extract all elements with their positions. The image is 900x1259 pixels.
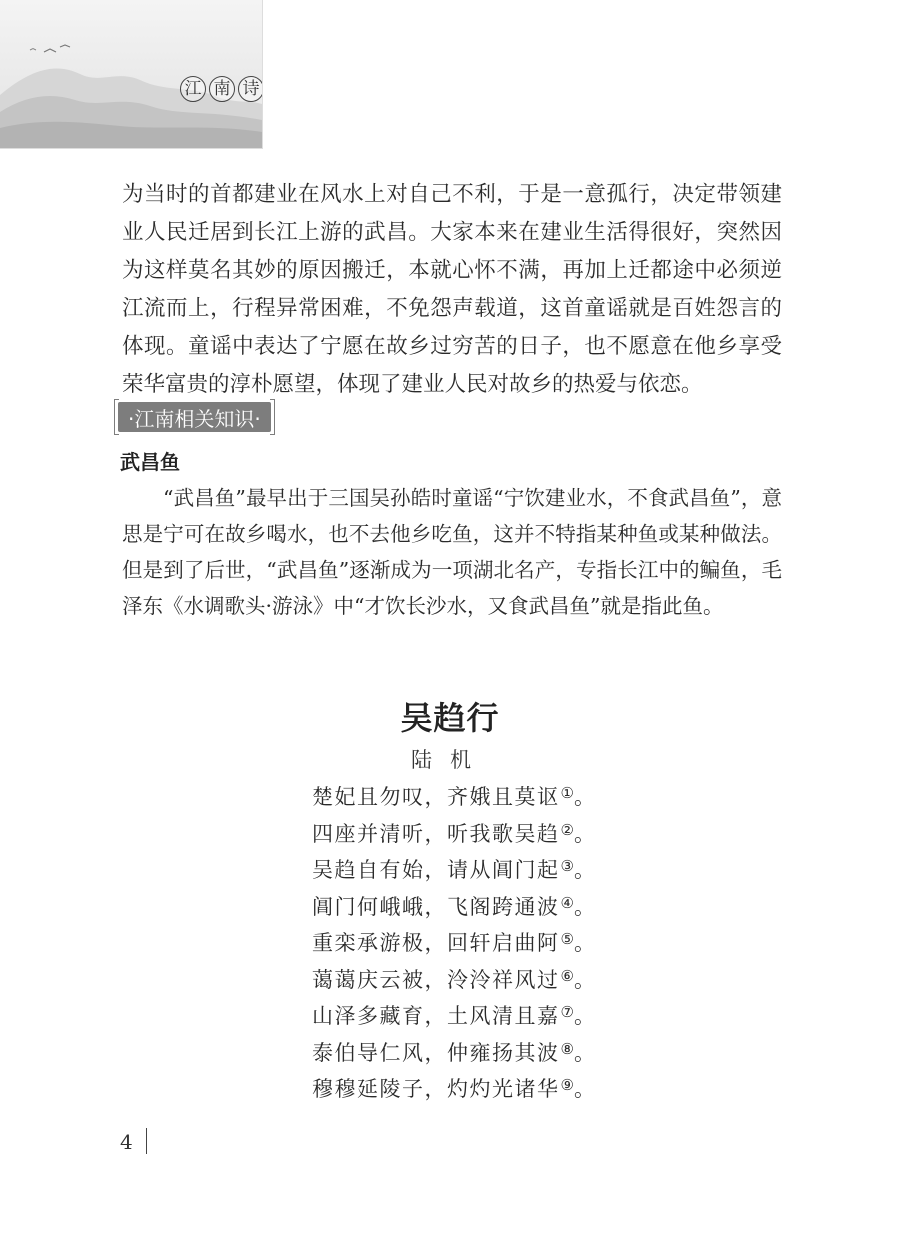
- footer-divider: [146, 1128, 147, 1154]
- footnote-marker: ⑦: [560, 1003, 574, 1021]
- poem-line: [312, 885, 595, 922]
- series-title-char: 南: [209, 76, 235, 102]
- footnote-marker: ①: [560, 784, 574, 802]
- poem-line-end: 。: [573, 1004, 595, 1028]
- series-title-char: 诗: [238, 76, 263, 102]
- poem-line: [312, 775, 595, 812]
- footnote-marker: ③: [560, 857, 574, 875]
- poem-title: 吴趋行: [400, 699, 500, 737]
- section-tag: ·江南相关知识·: [118, 402, 271, 432]
- page-number: 4: [120, 1130, 133, 1154]
- poem-line-end: 。: [573, 894, 595, 919]
- poem-line: [312, 921, 595, 958]
- footnote-marker: ⑤: [560, 930, 574, 948]
- poem-line-end: 。: [573, 821, 595, 846]
- poem-line-text: 泰伯导仁风，仲雍扬其波: [312, 1040, 560, 1065]
- poem-line-end: 。: [573, 785, 595, 809]
- header-banner: [0, 0, 263, 149]
- poem-lines: [312, 775, 595, 1104]
- poem-line-end: 。: [573, 858, 595, 882]
- poem-line-text: 山泽多藏育，土风清且嘉: [312, 1004, 560, 1028]
- knowledge-entry-title: 武昌鱼: [120, 450, 180, 474]
- poem-line: [312, 848, 595, 885]
- poem-line-text: 重栾承游极，回轩启曲阿: [312, 931, 560, 955]
- footnote-marker: ④: [560, 893, 574, 912]
- poem-line-end: 。: [573, 967, 595, 992]
- poem-line: [312, 958, 595, 995]
- footnote-marker: ②: [560, 820, 574, 839]
- poem-line-end: 。: [573, 931, 595, 955]
- poem-line-text: 楚妃且勿叹，齐娥且莫讴: [312, 785, 560, 809]
- series-title: [180, 76, 263, 102]
- poem-author: 陆机: [411, 748, 489, 772]
- poem-line: [312, 994, 595, 1031]
- poem-line-text: 阊门何峨峨，飞阁跨通波: [312, 894, 560, 919]
- poem-line-text: 吴趋自有始，请从阊门起: [312, 858, 560, 882]
- footnote-marker: ⑨: [560, 1076, 574, 1094]
- footnote-marker: ⑥: [560, 966, 574, 985]
- poem-line-text: 蔼蔼庆云被，泠泠祥风过: [312, 967, 560, 992]
- poem-line-text: 四座并清听，听我歌吴趋: [312, 821, 560, 846]
- poem-line-end: 。: [573, 1077, 595, 1101]
- poem-line: [312, 1067, 595, 1104]
- main-paragraph: 为当时的首都建业在风水上对自己不利，于是一意孤行，决定带领建业人民迁居到长江上游的武昌。大家本来在建业生活得很好，突然因为这样莫名其妙的原因搬迁，本就心怀不满，再加上迁都途中必须逆江流而上，行程异常困难，不免怨声载道，这首童谣就是百姓怨言的体现。童谣中表达了宁愿在故乡过穷苦的日子，也不愿意在他乡享受荣华富贵的淳朴愿望，体现了建业人民对故乡的热爱与依恋。: [122, 182, 782, 397]
- footnote-marker: ⑧: [560, 1039, 574, 1058]
- knowledge-paragraph: “武昌鱼”最早出于三国吴孙皓时童谣“宁饮建业水，不食武昌鱼”，意思是宁可在故乡喝水，也不去他乡吃鱼，这并不特指某种鱼或某种做法。但是到了后世，“武昌鱼”逐渐成为一项湖北名产，专指长江中的鳊鱼，毛泽东《水调歌头·游泳》中“才饮长沙水，又食武昌鱼”就是指此鱼。: [122, 486, 782, 618]
- series-title-char: 江: [180, 76, 206, 102]
- ink-landscape-illustration: [0, 0, 262, 148]
- poem-line-end: 。: [573, 1040, 595, 1065]
- poem-line-text: 穆穆延陵子，灼灼光诸华: [312, 1077, 560, 1101]
- poem-line: [312, 812, 595, 849]
- poem-line: [312, 1031, 595, 1068]
